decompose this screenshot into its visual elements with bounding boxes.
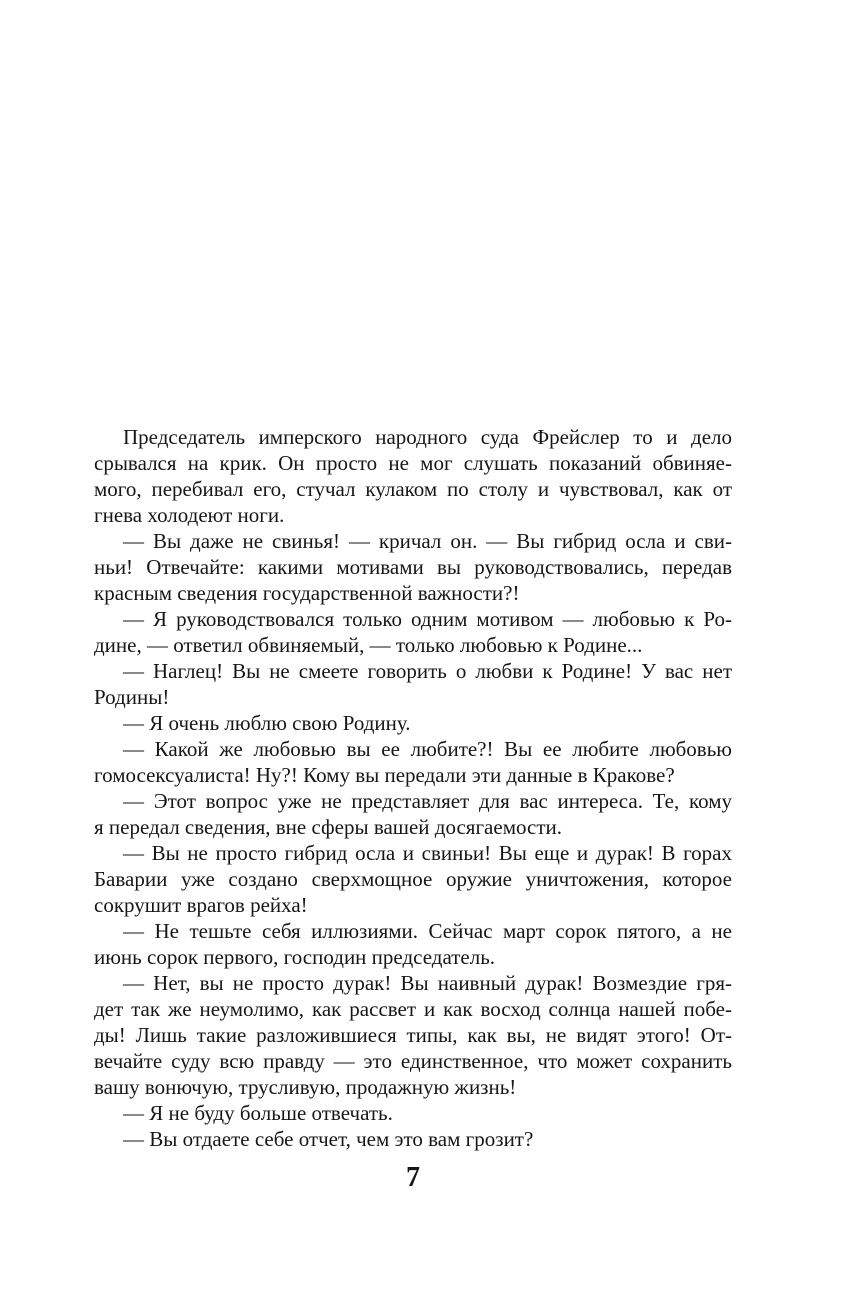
- paragraph: [94, 918, 732, 970]
- paragraph: [94, 788, 732, 840]
- text-block: [94, 424, 732, 1152]
- text-line: ды! Лишь такие разложившиеся типы, как вы, не видят этого! От-: [94, 1023, 732, 1047]
- paragraph: [94, 1100, 732, 1126]
- text-line: — Я руководствовался только одним мотивом — любовью к Ро-: [123, 607, 732, 631]
- paragraph: [94, 424, 732, 528]
- paragraph: [94, 736, 732, 788]
- paragraph: [94, 1126, 732, 1152]
- text-line: дине, — ответил обвиняемый, — только любовью к Родине...: [94, 633, 643, 657]
- text-line: срывался на крик. Он просто не мог слушать показаний обвиняе-: [94, 451, 732, 475]
- paragraph: [94, 970, 732, 1100]
- text-line: — Я не буду больше отвечать.: [123, 1101, 393, 1125]
- text-line: сокрушит врагов рейха!: [94, 893, 308, 917]
- text-line: Баварии уже создано сверхмощное оружие уничтожения, которое: [94, 867, 732, 891]
- text-line: — Я очень люблю свою Родину.: [123, 711, 411, 735]
- text-line: Председатель имперского народного суда Фрейслер то и дело: [123, 425, 732, 449]
- text-line: — Этот вопрос уже не представляет для вас интереса. Те, кому: [123, 789, 732, 813]
- paragraph: [94, 840, 732, 918]
- text-line: красным сведения государственной важности?!: [94, 581, 520, 605]
- text-line: — Нет, вы не просто дурак! Вы наивный дурак! Возмездие гря-: [123, 971, 732, 995]
- paragraph: [94, 606, 732, 658]
- paragraph: [94, 528, 732, 606]
- page-number: 7: [406, 1162, 420, 1193]
- text-line: вечайте суду всю правду — это единственное, что может сохранить: [94, 1049, 732, 1073]
- text-line: — Какой же любовью вы ее любите?! Вы ее любите любовью: [123, 737, 732, 761]
- text-line: ньи! Отвечайте: какими мотивами вы руководствовались, передав: [94, 555, 732, 579]
- text-line: июнь сорок первого, господин председатель.: [94, 945, 496, 969]
- text-line: — Наглец! Вы не смеете говорить о любви к Родине! У вас нет: [123, 659, 732, 683]
- text-line: — Вы даже не свинья! — кричал он. — Вы гибрид осла и сви-: [123, 529, 732, 553]
- paragraph: [94, 658, 732, 710]
- text-line: мого, перебивал его, стучал кулаком по столу и чувствовал, как от: [94, 477, 732, 501]
- text-line: гнева холодеют ноги.: [94, 503, 285, 527]
- text-line: гомосексуалиста! Ну?! Кому вы передали эти данные в Кракове?: [94, 763, 675, 787]
- text-line: — Не тешьте себя иллюзиями. Сейчас март сорок пятого, а не: [123, 919, 732, 943]
- text-line: дет так же неумолимо, как рассвет и как восход солнца нашей побе-: [94, 997, 732, 1021]
- text-line: вашу вонючую, трусливую, продажную жизнь!: [94, 1075, 517, 1099]
- text-line: — Вы отдаете себе отчет, чем это вам грозит?: [123, 1127, 534, 1151]
- text-line: — Вы не просто гибрид осла и свиньи! Вы еще и дурак! В горах: [123, 841, 732, 865]
- text-line: Родины!: [94, 685, 170, 709]
- text-line: я передал сведения, вне сферы вашей досягаемости.: [94, 815, 562, 839]
- paragraph: [94, 710, 732, 736]
